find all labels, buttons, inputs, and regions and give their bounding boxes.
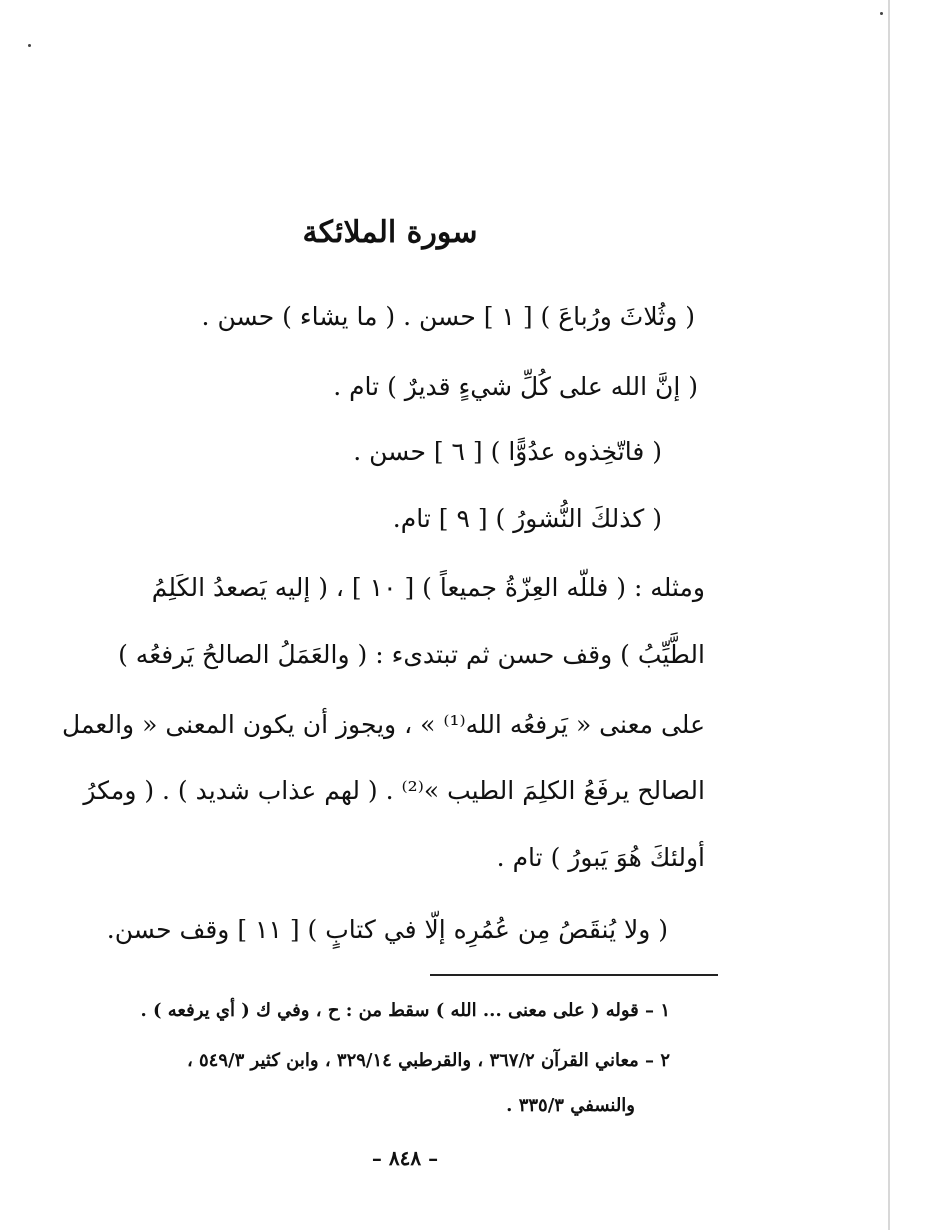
scan-speck [28, 44, 31, 47]
footnote-2: ٢ – معاني القرآن ٣٦٧/٢ ، والقرطبي ٣٢٩/١٤ ، وابن كثير ٥٤٩/٣ ، [186, 1050, 670, 1071]
scan-speck [880, 12, 883, 15]
text-line-6: الطَّيِّبُ ) وقف حسن ثم تبتدىء : ( والعَمَلُ الصالحُ يَرفعُه ) [118, 640, 705, 669]
text-line-1: ( وثُلاثَ ورُباعَ ) [ ١ ] حسن . ( ما يشاء ) حسن . [201, 302, 695, 331]
footnote-1: ١ – قوله ( على معنى ... الله ) سقط من : ح ، وفي ك ( أي يرفعه ) . [140, 1000, 670, 1021]
text-line-8: الصالح يرفَعُ الكلِمَ الطيب »⁽²⁾ . ( لهم عذاب شديد ) . ( ومكرُ [83, 776, 705, 805]
text-line-10: ( ولا يُنقَصُ مِن عُمُرِه إلّا في كتابٍ ) [ ١١ ] وقف حسن. [106, 915, 668, 944]
text-line-4: ( كذلكَ النُّشورُ ) [ ٩ ] تام. [392, 504, 662, 533]
page-number: – ٨٤٨ – [371, 1146, 439, 1170]
footnote-2-cont: والنسفي ٣٣٥/٣ . [506, 1095, 635, 1116]
surah-title: سورة الملائكة [302, 215, 478, 250]
text-line-2: ( إنَّ الله على كُلِّ شيءٍ قديرٌ ) تام . [333, 372, 698, 401]
text-line-3: ( فاتّخِذوه عدُوًّا ) [ ٦ ] حسن . [353, 437, 662, 466]
footnote-separator [430, 974, 718, 976]
text-line-9: أولئكَ هُوَ يَبورُ ) تام . [496, 843, 705, 872]
text-line-5: ومثله : ( فللّه العِزّةُ جميعاً ) [ ١٠ ] ، ( إليه يَصعدُ الكَلِمُ [151, 573, 705, 602]
page-edge-line [888, 0, 890, 1230]
text-line-7: على معنى « يَرفعُه الله⁽¹⁾ » ، ويجوز أن يكون المعنى « والعمل [62, 710, 705, 739]
